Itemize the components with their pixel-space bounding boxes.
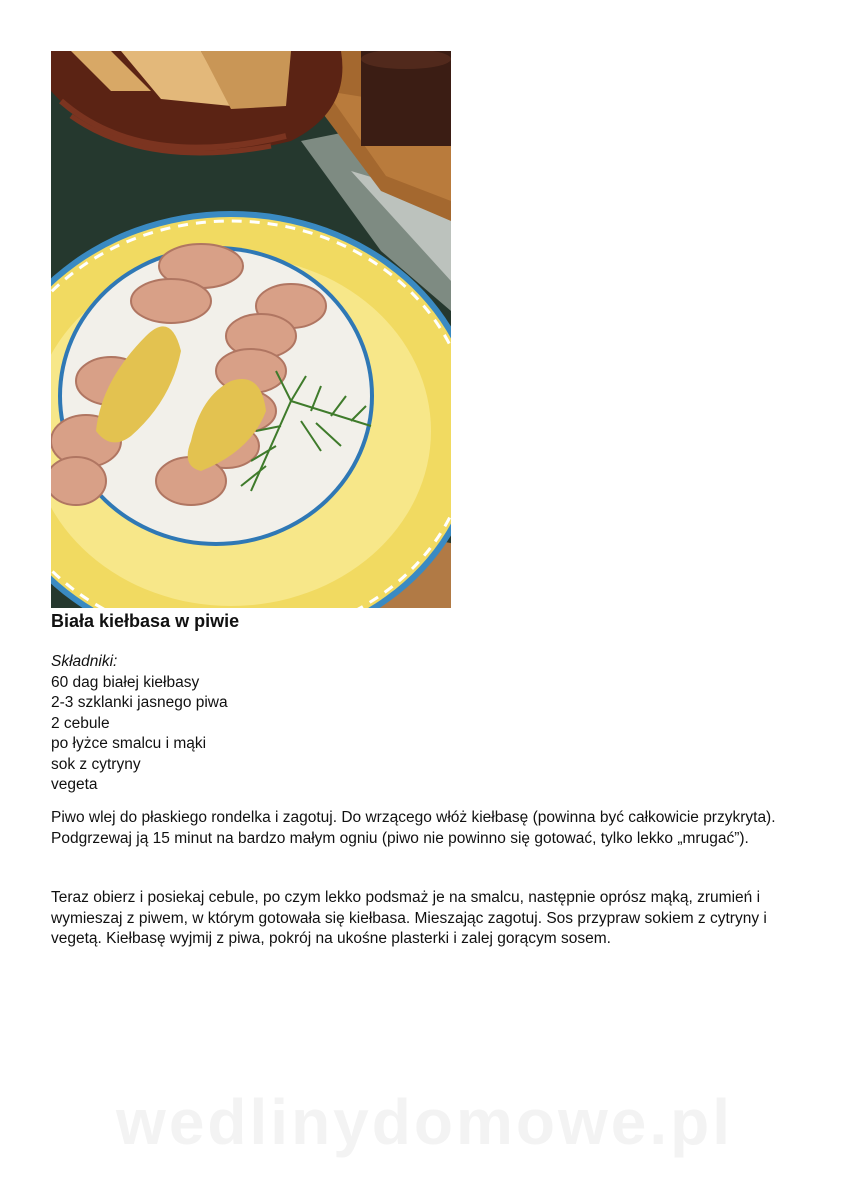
ingredient-item: sok z cytryny bbox=[51, 755, 141, 773]
instructions-paragraph: Piwo wlej do płaskiego rondelka i zagotuj. Do wrzącego włóż kiełbasę (powinna być całkowicie przykryta). Podgrzewaj ją 15 minut na bardzo małym ogniu (piwo nie powinno się gotować, tylko lekko „mrugać”). bbox=[51, 809, 776, 847]
ingredient-item: 2 cebule bbox=[51, 714, 110, 732]
ingredient-item: po łyżce smalcu i mąki bbox=[51, 735, 207, 752]
recipe-title: Biała kiełbasa w piwie bbox=[51, 611, 240, 631]
ingredients-label: Składniki: bbox=[51, 653, 118, 670]
ingredient-item: 2-3 szklanki jasnego piwa bbox=[51, 694, 228, 711]
site-watermark: wedlinydomowe.pl bbox=[116, 1086, 733, 1158]
ingredients-list bbox=[51, 673, 751, 796]
ingredient-item: vegeta bbox=[51, 776, 98, 793]
ingredient-item: 60 dag białej kiełbasy bbox=[51, 673, 200, 691]
instructions-paragraph: Teraz obierz i posiekaj cebule, po czym lekko podsmaż je na smalcu, następnie oprósz mąką, zrumień i wymieszaj z piwem, w którym gotowała się kiełbasa. Mieszając zagotuj. Sos przypraw sokiem z cytryny i vegetą. Kiełbasę wyjmij z piwa, pokrój na ukośne plasterki i zalej gorącym sosem. bbox=[51, 889, 767, 947]
recipe-photo bbox=[51, 51, 451, 608]
ingredients-section bbox=[51, 652, 751, 796]
